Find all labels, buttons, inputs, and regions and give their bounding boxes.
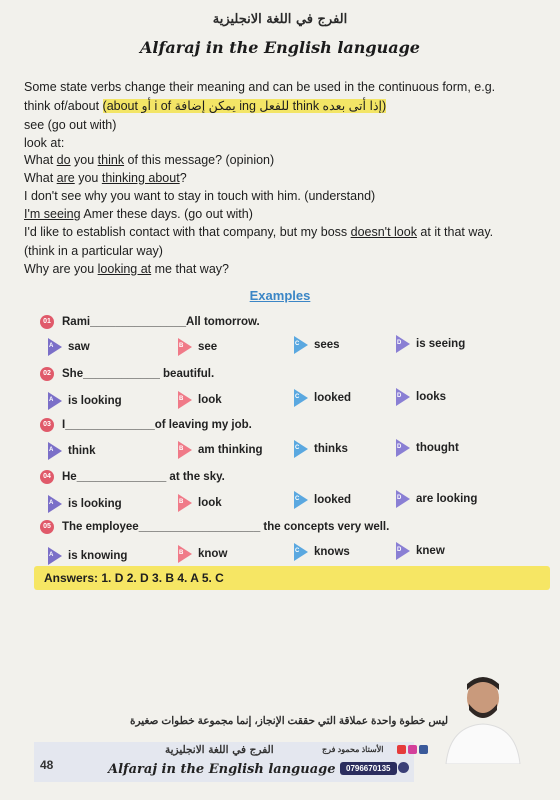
teacher-name: الأستاذ محمود فرج	[322, 745, 384, 754]
arrow-icon: C	[294, 389, 308, 407]
arrow-icon: B	[178, 545, 192, 563]
option-label: thinks	[314, 443, 348, 456]
option-d[interactable]	[396, 542, 445, 560]
whatsapp-icon[interactable]	[398, 762, 409, 773]
underlined-word: I'm seeing	[24, 207, 81, 221]
arrow-icon: C	[294, 491, 308, 509]
question-1	[40, 315, 260, 329]
social-icons	[395, 744, 428, 754]
arrow-icon: A	[48, 495, 62, 513]
option-label: sees	[314, 339, 340, 352]
page-number: 48	[40, 758, 54, 772]
arrow-icon: C	[294, 336, 308, 354]
option-d[interactable]	[396, 490, 477, 508]
option-label: is looking	[68, 395, 122, 408]
option-label: look	[198, 394, 222, 407]
option-label: is looking	[68, 498, 122, 511]
question-text: She____________ beautiful.	[62, 368, 215, 381]
question-2	[40, 367, 214, 381]
intro-text: of this message? (opinion)	[124, 153, 275, 167]
intro-text: What	[24, 153, 57, 167]
option-b[interactable]	[178, 391, 222, 409]
arrow-icon: A	[48, 392, 62, 410]
question-number-badge: 02	[40, 367, 54, 381]
header-arabic-title: الفرج في اللغة الانجليزية	[212, 12, 348, 27]
intro-text: you	[74, 171, 102, 185]
intro-line: I don't see why you want to stay in touch with him. (understand)	[24, 189, 376, 203]
arrow-icon: D	[396, 335, 410, 353]
intro-line	[24, 98, 386, 113]
option-label: is knowing	[68, 550, 128, 563]
arrow-icon: A	[48, 442, 62, 460]
examples-title: Examples	[249, 288, 311, 303]
intro-line: look at:	[24, 136, 65, 150]
option-label: saw	[68, 341, 90, 354]
intro-text: What	[24, 171, 57, 185]
intro-line	[24, 171, 187, 185]
arrow-icon: B	[178, 441, 192, 459]
underlined-word: do	[56, 153, 71, 167]
teacher-photo	[440, 668, 526, 764]
option-d[interactable]	[396, 388, 446, 406]
arrow-icon: C	[294, 543, 308, 561]
question-3	[40, 418, 252, 432]
arrow-icon: C	[294, 440, 308, 458]
page-header	[0, 0, 560, 72]
intro-line	[24, 262, 229, 276]
question-number-badge: 04	[40, 470, 54, 484]
option-c[interactable]	[294, 336, 340, 354]
footer-arabic-title: الفرج في اللغة الانجليزية	[165, 744, 274, 756]
option-a[interactable]	[48, 442, 95, 460]
intro-text: at it that way.	[416, 225, 494, 239]
intro-line	[24, 153, 274, 167]
option-label: think	[68, 445, 96, 458]
youtube-icon[interactable]	[397, 745, 406, 754]
intro-text: think of/about	[24, 99, 103, 113]
option-label: know	[198, 548, 228, 561]
question-number-badge: 03	[40, 418, 54, 432]
intro-text: you	[70, 153, 98, 167]
question-text: The employee___________________ the concepts very well.	[62, 521, 390, 534]
intro-line: (think in a particular way)	[24, 244, 163, 258]
option-label: look	[198, 497, 222, 510]
option-label: are looking	[416, 493, 478, 506]
arrow-icon: D	[396, 439, 410, 457]
intro-text: Why are you	[24, 262, 98, 276]
arrow-icon: A	[48, 547, 62, 565]
intro-line	[24, 207, 253, 221]
intro-text: I'd like to establish contact with that company, but my boss	[24, 225, 351, 239]
underlined-word: thinking about	[101, 171, 180, 185]
question-4	[40, 470, 225, 484]
question-number-badge: 05	[40, 520, 54, 534]
option-a[interactable]	[48, 338, 90, 356]
question-text: He______________ at the sky.	[62, 471, 225, 484]
question-text: I______________of leaving my job.	[62, 419, 252, 432]
arrow-icon: B	[178, 494, 192, 512]
arabic-highlight-note: (about أو i of يمكن إضافة ing للفعل think إذا أتى بعده)	[102, 99, 387, 113]
option-a[interactable]	[48, 392, 122, 410]
option-label: see	[198, 341, 218, 354]
option-a[interactable]	[48, 547, 127, 565]
motivational-quote: ليس خطوة واحدة عملاقة التي حققت الإنجاز، إنما مجموعة خطوات صغيرة	[130, 715, 449, 727]
facebook-icon[interactable]	[419, 745, 428, 754]
arrow-icon: D	[396, 490, 410, 508]
option-a[interactable]	[48, 495, 122, 513]
option-label: thought	[416, 442, 459, 455]
question-text: Rami_______________All tomorrow.	[62, 316, 260, 329]
option-label: looked	[314, 392, 352, 405]
intro-line: Some state verbs change their meaning and can be used in the continuous form, e.g.	[24, 80, 496, 94]
option-label: knows	[314, 546, 350, 559]
phone-number: 0796670135	[340, 762, 397, 775]
option-label: looks	[416, 391, 447, 404]
option-c[interactable]	[294, 440, 348, 458]
option-c[interactable]	[294, 491, 351, 509]
question-5	[40, 520, 389, 534]
footer-english-title: Alfaraj in the English language	[108, 762, 336, 777]
option-label: am thinking	[198, 444, 263, 457]
intro-text: me that way?	[151, 262, 229, 276]
arrow-icon: B	[178, 338, 192, 356]
arrow-icon: A	[48, 338, 62, 356]
option-label: is seeing	[416, 338, 466, 351]
header-english-title: Alfaraj in the English language	[140, 38, 420, 57]
underlined-word: doesn't look	[350, 225, 417, 239]
option-label: looked	[314, 494, 352, 507]
option-b[interactable]	[178, 441, 263, 459]
underlined-word: are	[56, 171, 75, 185]
option-d[interactable]	[396, 335, 465, 353]
option-b[interactable]	[178, 545, 227, 563]
arrow-icon: D	[396, 388, 410, 406]
arrow-icon: B	[178, 391, 192, 409]
instagram-icon[interactable]	[408, 745, 417, 754]
intro-line	[24, 225, 493, 239]
option-d[interactable]	[396, 439, 459, 457]
option-c[interactable]	[294, 389, 351, 407]
arrow-icon: D	[396, 542, 410, 560]
intro-line: see (go out with)	[24, 118, 117, 132]
answers-bar: Answers: 1. D 2. D 3. B 4. A 5. C	[34, 566, 550, 590]
option-b[interactable]	[178, 494, 222, 512]
option-label: knew	[416, 545, 445, 558]
option-b[interactable]	[178, 338, 217, 356]
underlined-word: think	[97, 153, 125, 167]
underlined-word: looking at	[97, 262, 152, 276]
question-number-badge: 01	[40, 315, 54, 329]
option-c[interactable]	[294, 543, 350, 561]
intro-text: Amer these days. (go out with)	[80, 207, 253, 221]
intro-text: ?	[179, 171, 187, 185]
